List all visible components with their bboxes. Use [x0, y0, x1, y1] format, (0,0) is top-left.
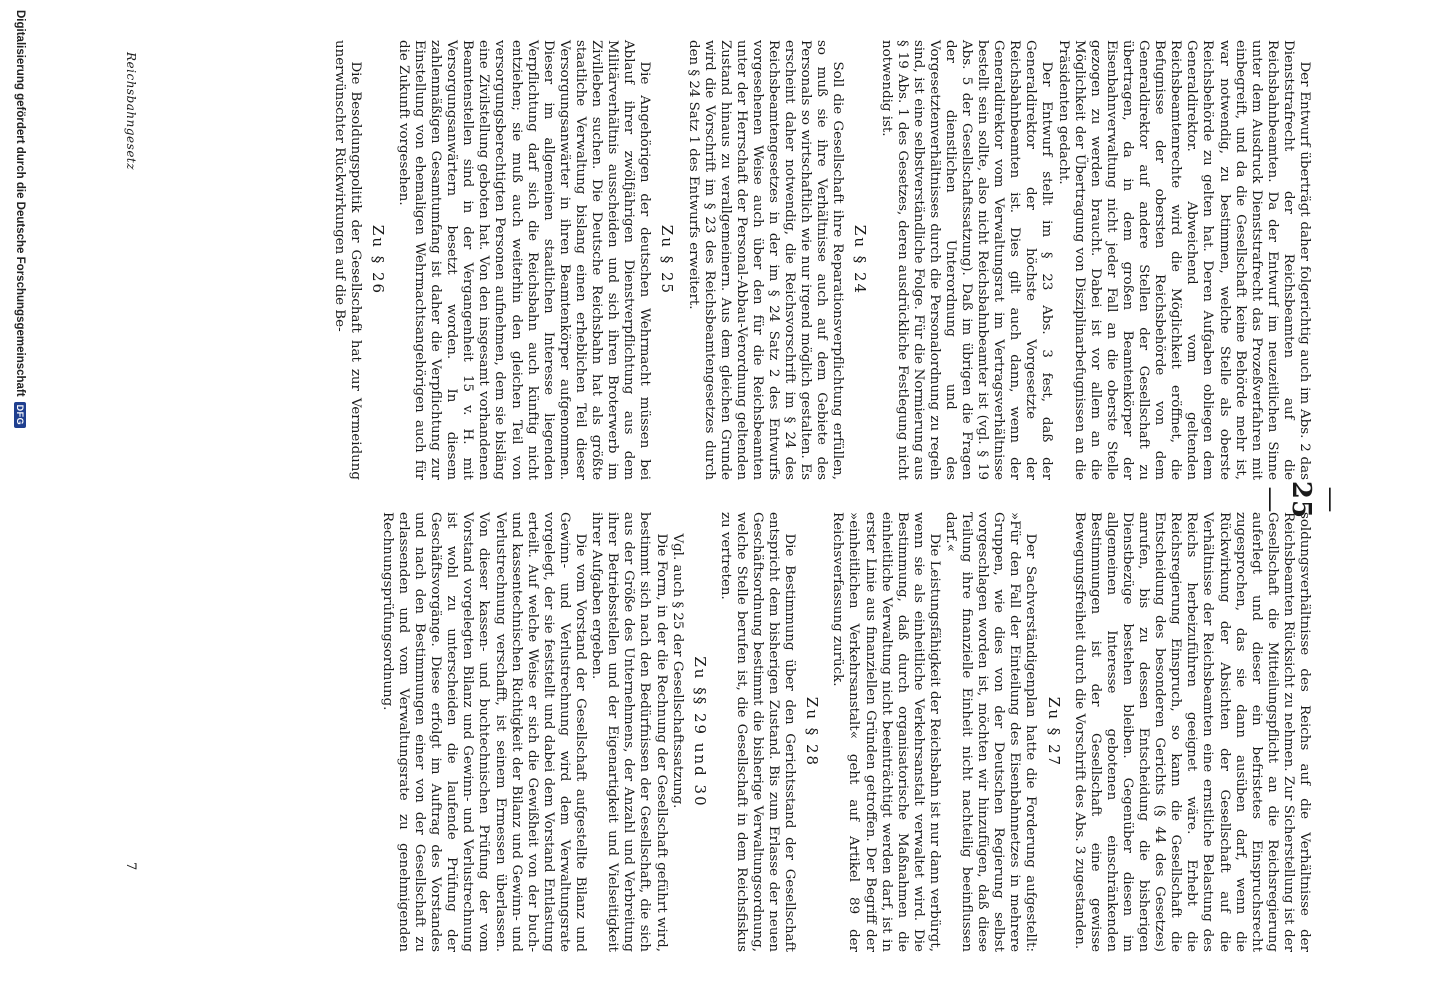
section-heading-27: Zu § 27 [1044, 696, 1063, 768]
section-heading-26: Zu § 26 [368, 224, 387, 296]
page-number-dash-right: — [1256, 486, 1286, 514]
footer-page-marker: 7 [123, 862, 138, 871]
left-paragraph-1: Der Entwurf überträgt daher folgerichtig auch im Abs. 2 das Dienststrafrecht der Reichsbeamten auf die Reichsbahnbeamten. Da der Entwurf im neuzeitlichen Sinne unter dem Ausdruck Dienststrafrecht das Prozeßverfahren mit einbegreift, und da die Gesellschaft keine Behörde mehr ist, war notwendig, zu bestimmen, welche Stelle als oberste Reichsbehörde zu gelten hat. Deren Aufgaben obliegen dem Generaldirektor. Abweichend vom geltenden Reichsbeamtenrechte wird die Möglichkeit eröffnet, die Befugnisse der obersten Reichsbehörde von dem Generaldirektor auf andere Stellen der Gesellschaft zu übertragen, da in dem großen Beamtenkörper der Eisenbahnverwaltung nicht jeder Fall an die oberste Stelle gezogen zu werden braucht. Dabei ist vor allem an die Möglichkeit der Übertragung von Disziplinarbefugnissen an die Präsidenten gedacht. [1055, 40, 1312, 480]
right-paragraph-1: soldungsverhältnisse des Reichs auf die Verhältnisse der Reichsbeamten Rücksicht zu nehmen. Zur Sicherstellung ist der Gesellschaft die Mitteilungspflicht an die Reichsregierung auferlegt und dieser ein befristetes Einspruchsrecht zugesprochen, das sie dann ausüben darf, wenn die Rückwirkung der Absichten der Gesellschaft auf die Verhältnisse der Reichsbeamten eine ernstliche Belastung des Reichs herbeizuführen geeignet wäre. Erhebt die Reichsregierung Einspruch, so kann die Gesellschaft die Entscheidung des besonderen Gerichts (§ 44 des Gesetzes) anrufen, bis zu dessen Entscheidung die bisherigen Dienstbezüge bestehen bleiben. Gegenüber diesen im allgemeinen Interesse gebotenen einschränkenden Bestimmungen ist der Gesellschaft eine gewisse Bewegungsfreiheit durch die Vorschrift des Abs. 3 zugestanden. [1071, 512, 1312, 952]
section-heading-28: Zu § 28 [803, 696, 822, 768]
digitization-credit [14, 10, 26, 428]
right-paragraph-2: Der Sachverständigenplan hatte die Forderung aufgestellt: »Für den Fall der Einteilung des Eisenbahnnetzes in mehrere Gruppen, wie dies von der Deutschen Regierung selbst vorgeschlagen worden ist, möchten wir hinzufügen, daß diese Teilung ihre finanzielle Einheit nicht nachteilig beeinflussen darf.« [943, 512, 1039, 952]
right-paragraph-6: Die Form, in der die Rechnung der Gesellschaft geführt wird, bestimmt sich nach den Bedürfnissen der Gesellschaft, die sich aus der Größe des Unternehmens, der Anzahl und Verbreitung ihrer Betriebsstellen und der Eigenartigkeit und Vielseitigkeit ihrer Aufgaben ergeben. [589, 512, 669, 952]
page-number-dash-left: — [1316, 486, 1346, 514]
dfg-logo: DFG [14, 402, 26, 429]
left-paragraph-2: Der Entwurf stellt im § 23 Abs. 3 fest, daß der Generaldirektor der höchste Vorgesetzte der Reichsbahnbeamten ist. Dies gilt auch dann, wenn der Generaldirektor vom Verwaltungsrat im Vertragsverhältnisse bestellt sein sollte, also nicht Reichsbahnbeamter ist (vgl. § 19 Abs. 5 der Gesellschaftssatzung). Daß im übrigen die Fragen der dienstlichen Unterordnung und des Vorgesetztenverhältnisses durch die Personalordnung zu regeln sind, ist eine selbstverständliche Folge. Für die Normierung aus § 19 Abs. 1 des Gesetzes, deren ausdrückliche Festlegung nicht notwendig ist. [878, 40, 1055, 480]
section-heading-25: Zu § 25 [658, 224, 677, 296]
right-text-column [379, 512, 1312, 952]
left-paragraph-5: Die Besoldungspolitik der Gesellschaft hat zur Vermeidung unerwünschter Rückwirkungen auf die Be- [331, 40, 363, 480]
right-paragraph-5: Vgl. auch § 25 der Gesellschaftssatzung. [669, 533, 685, 809]
section-heading-24: Zu § 24 [851, 224, 870, 296]
left-text-column [331, 40, 1312, 480]
left-paragraph-4: Die Angehörigen der deutschen Wehrmacht müssen bei Ablauf ihrer zwölfjährigen Dienstverpflichtung aus dem Militärverhältnis ausscheiden und sich ihren Broterwerb im Zivilleben suchen. Die Deutsche Reichsbahn hat als größte staatliche Verwaltung bislang einen erheblichen Teil dieser Versorgungsanwärter in ihren Beamtenkörper aufgenommen. Dieser im allgemeinen staatlichen Interesse liegenden Verpflichtung darf sich die Reichsbahn auch künftig nicht entziehen; sie muß auch weiterhin den gleichen Teil von versorgungsberechtigten Personen aufnehmen, dem sie bisläng eine Zivilstellung geboten hat. Von den insgesamt vorhandenen Beamtenstellen sind in der Vergangenheit 15 v. H. mit Versorgungsanwärtern besetzt worden. In diesem zahlenmäßigen Gesamtumfang ist daher die Verpflichtung zur Einstellung von ehemaligen Wehrmachtsangehörigen auch für die Zukunft vorgesehen. [395, 40, 653, 480]
page-number-value: 25 [1286, 480, 1316, 520]
section-heading-29-30: Zu §§ 29 und 30 [690, 656, 709, 808]
footer-signature: Reichsbahngesetz [124, 52, 138, 171]
credit-text: Digitalisierung gefördert durch die Deutsche Forschungsgemeinschaft [14, 10, 26, 397]
right-paragraph-4: Die Bestimmung über den Gerichtsstand der Gesellschaft entspricht dem bisherigen Zustand. Bis zum Erlasse der neuen Geschäftsordnung bestimmt die bisherige Verwaltungsordnung, welche Stelle berufen ist, die Gesellschaft in dem Reichsfiskus zu vertreten. [717, 512, 798, 952]
left-paragraph-3: Soll die Gesellschaft ihre Reparationsverpflichtung erfüllen, so muß sie ihre Verhältnisse auch auf dem Gebiete des Personals so wirtschaftlich wie nur irgend möglich gestalten. Es erscheint daher notwendig, die Reichsvorschrift im § 24 des Reichsbeamtengesetzes in der im § 24 Satz 2 des Entwurfs vorgesehenen Weise auch über den für die Reichsbeamten unter der Herrschaft der Personal-Abbau-Verordnung geltenden Zustand hinaus zu verallgemeinern. Aus dem gleichen Grunde wird die Vorschrift im § 23 des Reichsbeamtengesetzes durch den § 24 Satz 1 des Entwurfs erweitert. [685, 40, 846, 480]
right-paragraph-7: Die vom Vorstand der Gesellschaft aufgestellte Bilanz und Gewinn- und Verlustrechnung wird dem Verwaltungsrate vorgelegt, der sie feststellt und dabei dem Vorstand Entlastung erteilt. Auf welche Weise er sich die Gewißheit von der buch- und kassentechnischen Richtigkeit der Bilanz und Gewinn- und Verlustrechnung verschafft, ist seinem Ermessen überlassen. Von dieser kassen- und buchtechnischen Prüfung der vom Vorstand vorgelegten Bilanz und Gewinn- und Verlustrechnung ist wohl zu unterscheiden die laufende Prüfung der Geschäftsvorgänge. Diese erfolgt im Auftrag des Vorstandes und nach den Bestimmungen einer von der Gesellschaft zu erlassenden und vom Verwaltungsrate zu genehmigenden Rechnungsprüfungsordnung. [379, 512, 589, 952]
right-paragraph-3: Die Leistungsfähigkeit der Reichsbahn ist nur dann verbürgt, wenn sie als einheitliche Verkehrsanstalt verwaltet wird. Die Bestimmung, daß durch organisatorische Maßnahmen die einheitliche Verwaltung nicht beeinträchtigt werden darf, ist in erster Linie aus finanziellen Gründen getroffen. Der Begriff der »einheitlichen Verkehrsanstalt« geht auf Artikel 89 der Reichsverfassung zurück. [830, 512, 942, 953]
